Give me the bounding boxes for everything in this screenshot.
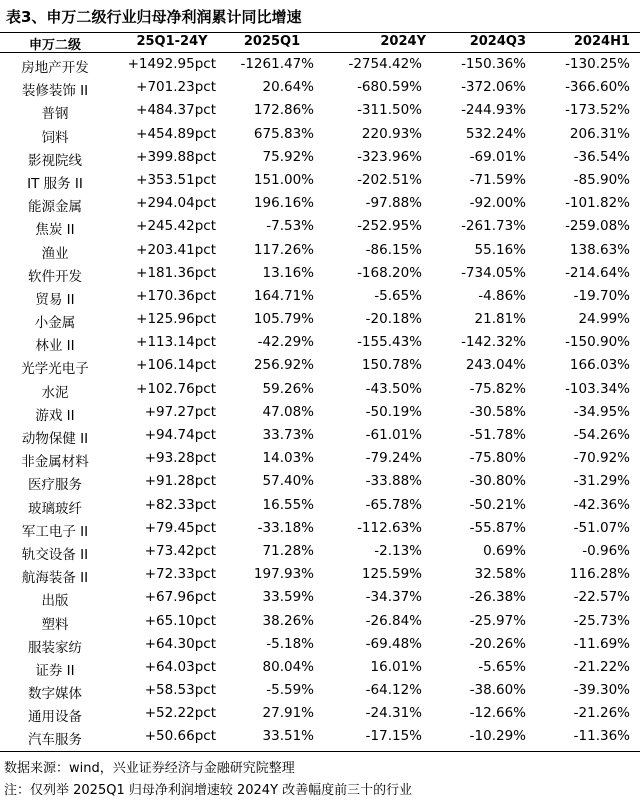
cell-industry: 小金属 (34, 315, 76, 332)
cell-25q1-24y: +97.27pct (144, 403, 216, 420)
cell-2024y: -64.12% (365, 682, 422, 699)
cell-25q1-24y: +454.89pct (136, 125, 216, 142)
cell-25q1-24y: +106.14pct (136, 357, 216, 374)
cell-2024y: 150.78% (361, 357, 422, 374)
cell-industry: 汽车服务 (28, 732, 82, 749)
cell-2025q1: 57.40% (262, 473, 314, 490)
table-row (0, 146, 640, 169)
cell-2024y: -34.37% (365, 589, 422, 606)
cell-2025q1: -5.59% (266, 682, 314, 699)
cell-2024y: -168.20% (357, 264, 422, 281)
cell-2024h1: -150.90% (565, 334, 630, 351)
cell-25q1-24y: +484.37pct (136, 102, 216, 119)
cell-2024q3: -92.00% (469, 195, 526, 212)
table-row (0, 215, 640, 238)
cell-2024q3: -50.21% (469, 496, 526, 513)
cell-2025q1: 151.00% (253, 171, 314, 188)
table-row (0, 702, 640, 725)
cell-2024q3: -69.01% (469, 148, 526, 165)
cell-2024h1: 166.03% (569, 357, 630, 374)
cell-2024h1: -25.73% (573, 612, 630, 629)
cell-2024q3: -26.38% (469, 589, 526, 606)
table-row (0, 285, 640, 308)
cell-2024h1: -103.34% (565, 380, 630, 397)
cell-25q1-24y: +64.30pct (144, 635, 216, 652)
table-row (0, 169, 640, 192)
cell-2024y: -43.50% (365, 380, 422, 397)
cell-2024h1: -54.26% (573, 427, 630, 443)
cell-industry: 动物保健 II (21, 431, 89, 447)
cell-2025q1: -42.29% (257, 334, 314, 351)
cell-2025q1: 13.16% (262, 264, 314, 281)
cell-2024h1: 116.28% (569, 566, 630, 583)
cell-2024y: -26.84% (365, 612, 422, 629)
cell-2024q3: -75.82% (469, 380, 526, 397)
cell-2025q1: 164.71% (253, 287, 314, 304)
table-row (0, 401, 640, 424)
cell-2024q3: -5.65% (478, 658, 526, 675)
footnote: 注：仅列举 2025Q1 归母净利润增速较 2024Y 改善幅度前三十的行业 (4, 783, 413, 798)
cell-industry: 光学光电子 (21, 361, 89, 378)
cell-25q1-24y: +245.42pct (136, 218, 216, 235)
cell-2024q3: -25.97% (469, 612, 526, 629)
cell-2024h1: -85.90% (573, 171, 630, 188)
header-25q1-24y: 25Q1-24Y (136, 34, 208, 49)
cell-2024h1: -21.26% (573, 705, 630, 722)
cell-industry: 轨交设备 II (21, 546, 89, 563)
cell-2024y: -86.15% (365, 241, 422, 258)
cell-industry: 通用设备 (28, 709, 82, 726)
cell-2024h1: -11.36% (573, 728, 630, 745)
cell-25q1-24y: +113.14pct (136, 334, 216, 351)
header-2024y: 2024Y (380, 34, 426, 49)
cell-industry: 数字媒体 (28, 686, 82, 703)
table-row (0, 447, 640, 470)
cell-2024q3: -55.87% (469, 519, 526, 536)
cell-2024y: 220.93% (361, 125, 422, 142)
cell-2024q3: 55.16% (474, 241, 526, 258)
table-row (0, 586, 640, 609)
cell-2024q3: -244.93% (461, 102, 526, 119)
table-row (0, 470, 640, 493)
table-row (0, 192, 640, 215)
cell-2024h1: -173.52% (565, 102, 630, 119)
table-row (0, 610, 640, 633)
cell-2024h1: -51.07% (573, 519, 630, 536)
cell-25q1-24y: +67.96pct (144, 589, 216, 606)
cell-2024h1: 24.99% (578, 311, 630, 328)
table-row (0, 725, 640, 748)
cell-industry: 装修装饰 II (21, 83, 89, 100)
cell-2025q1: 105.79% (253, 311, 314, 328)
cell-2024h1: -214.64% (565, 264, 630, 281)
cell-25q1-24y: +91.28pct (144, 473, 216, 490)
cell-2024y: -61.01% (365, 427, 422, 443)
cell-25q1-24y: +399.88pct (136, 148, 216, 165)
cell-industry: 软件开发 (28, 268, 82, 285)
table-row (0, 656, 640, 679)
cell-2024q3: -51.78% (469, 427, 526, 443)
cell-industry: 饲料 (41, 129, 69, 146)
cell-25q1-24y: +64.03pct (144, 658, 216, 675)
cell-industry: 证券 II (35, 662, 75, 679)
cell-2024y: -155.43% (357, 334, 422, 351)
table-row (0, 354, 640, 377)
cell-industry: 能源金属 (28, 199, 82, 216)
cell-2025q1: 197.93% (253, 566, 314, 583)
cell-2024q3: -142.32% (461, 334, 526, 351)
cell-25q1-24y: +72.33pct (144, 566, 216, 583)
cell-2024h1: -36.54% (573, 148, 630, 165)
cell-2025q1: 16.55% (262, 496, 314, 513)
cell-2024q3: -734.05% (461, 264, 526, 281)
table-row (0, 517, 640, 540)
cell-25q1-24y: +94.74pct (144, 427, 216, 443)
cell-25q1-24y: +50.66pct (144, 728, 216, 745)
cell-industry: 水泥 (41, 384, 69, 401)
cell-25q1-24y: +170.36pct (136, 287, 216, 304)
table-row (0, 308, 640, 331)
cell-2024y: -17.15% (365, 728, 422, 745)
cell-2024q3: 21.81% (474, 311, 526, 328)
cell-2024h1: -39.30% (573, 682, 630, 699)
cell-2024y: 16.01% (370, 658, 422, 675)
cell-2024q3: 0.69% (483, 542, 526, 559)
cell-2024y: -20.18% (365, 311, 422, 328)
cell-2024q3: -71.59% (469, 171, 526, 188)
table-row (0, 123, 640, 146)
cell-2024h1: -34.95% (573, 403, 630, 420)
cell-industry: IT 服务 II (27, 175, 83, 192)
title-bar (0, 0, 640, 33)
cell-25q1-24y: +1492.95pct (127, 56, 216, 72)
cell-25q1-24y: +181.36pct (136, 264, 216, 281)
cell-25q1-24y: +82.33pct (144, 496, 216, 513)
table-row (0, 494, 640, 517)
cell-2024q3: -150.36% (461, 56, 526, 72)
cell-2024h1: -70.92% (573, 450, 630, 467)
table-row (0, 540, 640, 563)
cell-2024y: -69.48% (365, 635, 422, 652)
cell-2024y: -50.19% (365, 403, 422, 420)
table-row (0, 76, 640, 99)
header-2025q1: 2025Q1 (243, 34, 301, 49)
cell-2025q1: -1261.47% (240, 56, 314, 72)
cell-25q1-24y: +353.51pct (136, 171, 216, 188)
cell-2024y: -5.65% (374, 287, 422, 304)
cell-2024q3: -12.66% (469, 705, 526, 722)
cell-2025q1: 172.86% (253, 102, 314, 119)
cell-2025q1: 20.64% (262, 79, 314, 96)
cell-2024q3: -38.60% (469, 682, 526, 699)
cell-2024y: -680.59% (357, 79, 422, 96)
cell-2024h1: -11.69% (573, 635, 630, 652)
table-row (0, 331, 640, 354)
cell-industry: 林业 II (35, 338, 75, 355)
cell-industry: 非金属材料 (21, 454, 89, 471)
cell-industry: 服装家纺 (28, 639, 82, 656)
table-row (0, 633, 640, 656)
cell-industry: 游戏 II (35, 407, 75, 424)
cell-2024h1: -366.60% (565, 79, 630, 96)
cell-2024q3: -20.26% (469, 635, 526, 652)
cell-2025q1: 675.83% (253, 125, 314, 142)
header-2024q3: 2024Q3 (469, 34, 526, 49)
cell-industry: 塑料 (41, 616, 69, 633)
cell-2024h1: -0.96% (582, 542, 630, 559)
cell-25q1-24y: +58.53pct (144, 682, 216, 699)
cell-2025q1: 47.08% (262, 403, 314, 420)
cell-2024y: -33.88% (365, 473, 422, 490)
cell-25q1-24y: +701.23pct (136, 79, 216, 96)
table-title: 表3、申万二级行业归母净利润累计同比增速 (6, 8, 302, 26)
cell-25q1-24y: +294.04pct (136, 195, 216, 212)
cell-25q1-24y: +125.96pct (136, 311, 216, 328)
cell-2025q1: -33.18% (257, 519, 314, 536)
cell-2024y: -2.13% (374, 542, 422, 559)
cell-industry: 航海装备 II (21, 570, 89, 587)
cell-2024q3: -261.73% (461, 218, 526, 235)
cell-2024q3: 532.24% (465, 125, 526, 142)
cell-25q1-24y: +79.45pct (144, 519, 216, 536)
cell-2024h1: -42.36% (573, 496, 630, 513)
table-row (0, 563, 640, 586)
cell-2024h1: 206.31% (569, 125, 630, 142)
cell-2025q1: -7.53% (266, 218, 314, 235)
table-row (0, 378, 640, 401)
cell-2024y: -24.31% (365, 705, 422, 722)
cell-2024y: -2754.42% (348, 56, 422, 72)
cell-2024q3: -30.58% (469, 403, 526, 420)
table-row (0, 679, 640, 702)
cell-2025q1: 59.26% (262, 380, 314, 397)
cell-industry: 焦炭 II (35, 222, 75, 239)
cell-2025q1: 196.16% (253, 195, 314, 212)
cell-2024q3: -75.80% (469, 450, 526, 467)
cell-2025q1: 117.26% (253, 241, 314, 258)
cell-2024h1: -101.82% (565, 195, 630, 212)
cell-industry: 普钢 (41, 106, 69, 123)
cell-2024h1: -19.70% (573, 287, 630, 304)
table-bottom-rule (0, 751, 640, 752)
cell-2025q1: 75.92% (262, 148, 314, 165)
cell-2025q1: 80.04% (262, 658, 314, 675)
cell-25q1-24y: +52.22pct (144, 705, 216, 722)
cell-2025q1: 38.26% (262, 612, 314, 629)
cell-2024q3: -372.06% (461, 79, 526, 96)
cell-25q1-24y: +93.28pct (144, 450, 216, 467)
cell-2025q1: 33.59% (262, 589, 314, 606)
cell-2024q3: 243.04% (465, 357, 526, 374)
cell-2024y: -311.50% (357, 102, 422, 119)
cell-industry: 医疗服务 (28, 477, 82, 494)
cell-2025q1: 256.92% (253, 357, 314, 374)
cell-2024h1: 138.63% (569, 241, 630, 258)
cell-2024y: -112.63% (357, 519, 422, 536)
table-body (0, 53, 640, 749)
cell-2024h1: -31.29% (573, 473, 630, 490)
cell-industry: 渔业 (41, 245, 69, 262)
table-row (0, 99, 640, 122)
cell-2025q1: 71.28% (262, 542, 314, 559)
header-2024h1: 2024H1 (573, 34, 630, 49)
cell-2025q1: 33.73% (262, 427, 314, 443)
cell-25q1-24y: +73.42pct (144, 542, 216, 559)
source-note: 数据来源：wind，兴业证券经济与金融研究院整理 (4, 761, 295, 776)
cell-2024y: -202.51% (357, 171, 422, 188)
cell-2024q3: -4.86% (478, 287, 526, 304)
cell-2024y: -79.24% (365, 450, 422, 467)
cell-industry: 军工电子 II (21, 523, 89, 540)
cell-2025q1: 33.51% (262, 728, 314, 745)
cell-2025q1: -5.18% (266, 635, 314, 652)
cell-2024h1: -259.08% (565, 218, 630, 235)
cell-industry: 玻璃玻纤 (28, 500, 82, 517)
table-header (0, 32, 640, 53)
cell-industry: 房地产开发 (21, 60, 89, 76)
cell-2024h1: -22.57% (573, 589, 630, 606)
cell-industry: 出版 (41, 593, 69, 610)
cell-industry: 影视院线 (28, 152, 82, 169)
cell-2024y: -65.78% (365, 496, 422, 513)
cell-25q1-24y: +65.10pct (144, 612, 216, 629)
header-industry: 申万二级 (28, 38, 81, 53)
cell-2025q1: 14.03% (262, 450, 314, 467)
cell-industry: 贸易 II (35, 291, 75, 308)
table-row (0, 53, 640, 76)
cell-25q1-24y: +203.41pct (136, 241, 216, 258)
cell-2024h1: -21.22% (573, 658, 630, 675)
cell-2024y: 125.59% (361, 566, 422, 583)
cell-2024q3: -10.29% (469, 728, 526, 745)
table-row (0, 424, 640, 447)
cell-2024y: -323.96% (357, 148, 422, 165)
cell-2024q3: -30.80% (469, 473, 526, 490)
cell-2025q1: 27.91% (262, 705, 314, 722)
table-row (0, 239, 640, 262)
cell-2024h1: -130.25% (565, 56, 630, 72)
cell-2024q3: 32.58% (474, 566, 526, 583)
cell-2024y: -97.88% (365, 195, 422, 212)
cell-2024y: -252.95% (357, 218, 422, 235)
table-row (0, 262, 640, 285)
cell-25q1-24y: +102.76pct (136, 380, 216, 397)
